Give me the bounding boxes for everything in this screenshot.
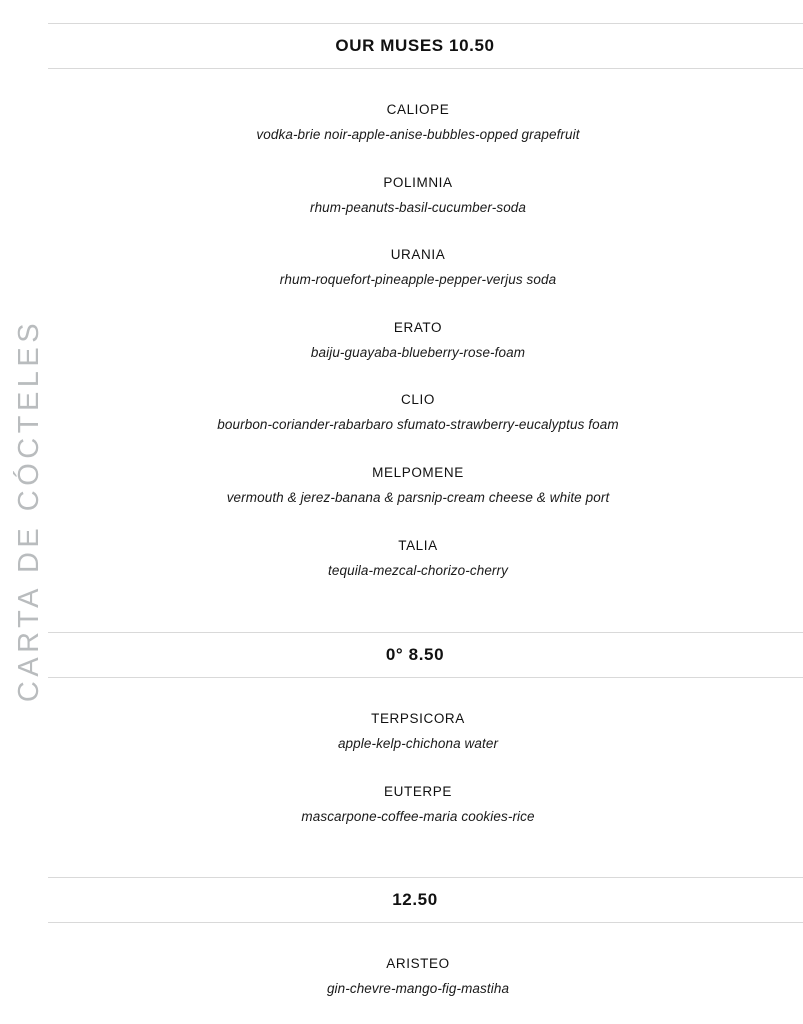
item-description: rhum-roquefort-pineapple-pepper-verjus soda <box>279 272 557 287</box>
item-description: vermouth & jerez-banana & parsnip-cream cheese & white port <box>226 490 610 505</box>
section-title: 0° 8.50 <box>385 645 445 664</box>
menu-item-talia <box>48 537 788 580</box>
item-name: CALIOPE <box>386 102 450 117</box>
menu-item-melpomene <box>48 464 788 507</box>
item-name: POLIMNIA <box>383 175 453 190</box>
menu-item-clio <box>48 391 788 434</box>
item-description: mascarpone-coffee-maria cookies-rice <box>301 809 535 824</box>
menu-item-caliope <box>48 101 788 144</box>
item-description: gin-chevre-mango-fig-mastiha <box>326 981 510 996</box>
item-name: MELPOMENE <box>372 465 464 480</box>
section-header-zero-proof <box>48 632 803 678</box>
item-name: URANIA <box>390 247 446 262</box>
item-name: EUTERPE <box>384 784 452 799</box>
section-title: OUR MUSES 10.50 <box>335 36 495 55</box>
menu-item-euterpe <box>48 783 788 826</box>
section-header-premium <box>48 877 803 923</box>
menu-item-aristeo <box>48 955 788 998</box>
item-description: apple-kelp-chichona water <box>337 736 499 751</box>
menu-item-polimnia <box>48 174 788 217</box>
section-title: 12.50 <box>392 890 438 909</box>
item-description: baiju-guayaba-blueberry-rose-foam <box>310 345 526 360</box>
item-description: bourbon-coriander-rabarbaro sfumato-strawberry-eucalyptus foam <box>217 417 619 432</box>
side-title-text: CARTA DE CÓCTELES <box>13 318 46 702</box>
item-description: tequila-mezcal-chorizo-cherry <box>328 563 508 578</box>
item-name: CLIO <box>401 392 435 407</box>
section-header-our-muses <box>48 23 803 69</box>
side-title <box>10 315 50 705</box>
item-description: vodka-brie noir-apple-anise-bubbles-opped grapefruit <box>256 127 580 142</box>
item-name: ERATO <box>393 320 443 335</box>
menu-item-erato <box>48 319 788 362</box>
menu-item-terpsicora <box>48 710 788 753</box>
item-name: TALIA <box>398 538 438 553</box>
item-name: ARISTEO <box>386 956 450 971</box>
item-name: TERPSICORA <box>371 711 465 726</box>
menu-item-urania <box>48 246 788 289</box>
item-description: rhum-peanuts-basil-cucumber-soda <box>309 200 527 215</box>
